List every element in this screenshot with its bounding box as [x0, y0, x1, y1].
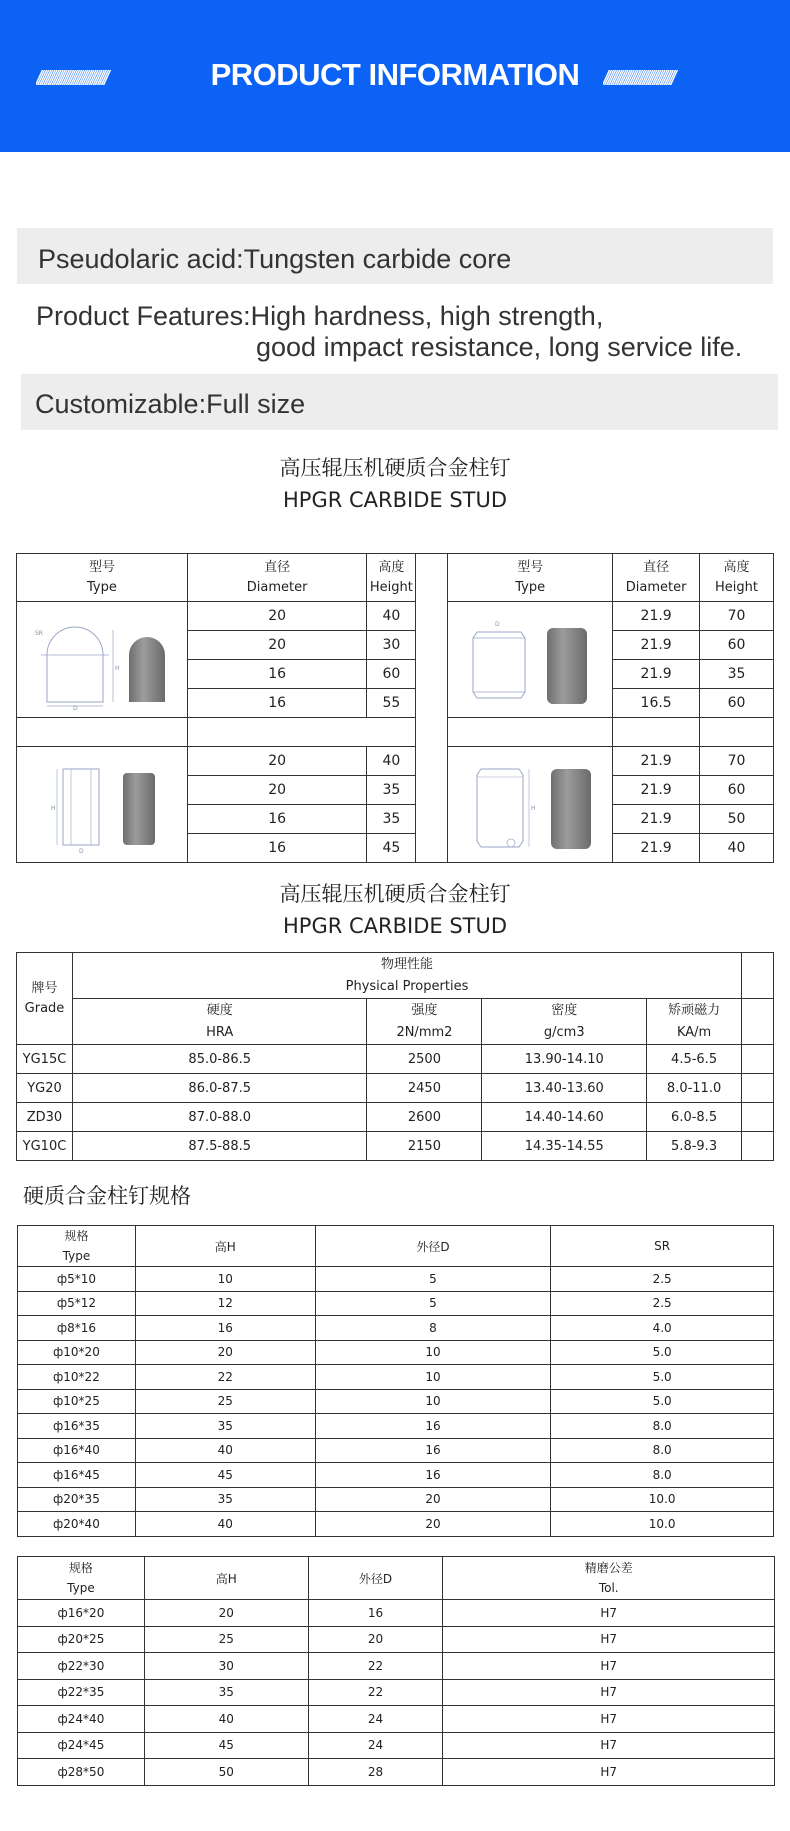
table-cell: 2.5	[551, 1267, 774, 1292]
table-cell: 20	[315, 1487, 551, 1512]
info-features-line2: good impact resistance, long service life.	[256, 332, 743, 362]
header-height-h: 高H	[144, 1557, 308, 1600]
table-row	[18, 1389, 774, 1414]
table-row	[17, 602, 774, 631]
cell-height: 70	[700, 602, 774, 631]
table-cell: 8.0	[551, 1463, 774, 1488]
dome-stud-drawing-icon	[27, 610, 177, 710]
header-type: 规格 Type	[18, 1226, 136, 1267]
table-cell: ф16*20	[18, 1600, 145, 1627]
table-cell: 40	[135, 1438, 315, 1463]
section2-title-cn: 高压辊压机硬质合金柱钉	[279, 882, 511, 906]
cell-height: 50	[700, 805, 774, 834]
svg-text:SR: SR	[34, 629, 43, 637]
table-cell: 10.0	[551, 1512, 774, 1537]
table-cell: 20	[315, 1512, 551, 1537]
table-cell: 35	[135, 1414, 315, 1439]
cell-diameter: 20	[187, 631, 367, 660]
cell-height: 35	[367, 776, 416, 805]
header-type: 型号 Type	[17, 554, 188, 602]
cell-height: 40	[700, 834, 774, 863]
table-cell: ф20*35	[18, 1487, 136, 1512]
svg-text:D: D	[72, 704, 78, 710]
table-spacer-column	[416, 554, 448, 863]
cell-height: 60	[367, 660, 416, 689]
table-cell: H7	[443, 1679, 775, 1706]
table-cell: ф20*40	[18, 1512, 136, 1537]
product-information-banner	[0, 0, 790, 152]
table-cell: ф10*20	[18, 1340, 136, 1365]
cylinder-stud-drawing-icon	[27, 755, 177, 855]
table-cell: ф28*50	[18, 1759, 145, 1786]
table-cell: ф16*35	[18, 1414, 136, 1439]
table-cell: 16	[315, 1414, 551, 1439]
table-cell: 35	[144, 1679, 308, 1706]
header-physical-properties: 物理性能 Physical Properties	[72, 953, 741, 999]
table-cell: 40	[135, 1512, 315, 1537]
header-tolerance: 精磨公差 Tol.	[443, 1557, 775, 1600]
table-cell: 2.5	[551, 1291, 774, 1316]
table-cell: 5.0	[551, 1340, 774, 1365]
table-cell: 16	[315, 1463, 551, 1488]
table-cell: 10	[135, 1267, 315, 1292]
header-type: 规格 Type	[18, 1557, 145, 1600]
table-cell: 8.0	[551, 1438, 774, 1463]
table-row	[18, 1706, 775, 1733]
table-cell: H7	[443, 1732, 775, 1759]
table-cell: 35	[135, 1487, 315, 1512]
table-cell: H7	[443, 1626, 775, 1653]
cell-height: 60	[700, 776, 774, 805]
physical-properties-table	[16, 952, 774, 1161]
table-row	[17, 747, 774, 776]
cell-diameter: 20	[187, 747, 367, 776]
cell-diameter: 16	[187, 834, 367, 863]
header-hardness: 硬度 HRA	[72, 999, 367, 1045]
table-cell: 5	[315, 1267, 551, 1292]
flat-stud-drawing-icon	[455, 755, 605, 855]
table-cell: 12	[135, 1291, 315, 1316]
cell-diameter: 21.9	[613, 805, 700, 834]
header-outer-diameter-d: 外径D	[315, 1226, 551, 1267]
table-cell: 8	[315, 1316, 551, 1341]
table-row: YG10C 87.5-88.5 2150 14.35-14.55 5.8-9.3	[17, 1132, 774, 1161]
table-header-row	[17, 554, 774, 602]
table-cell: 20	[144, 1600, 308, 1627]
table-cell: H7	[443, 1706, 775, 1733]
table-cell: 45	[135, 1463, 315, 1488]
table-row	[18, 1438, 774, 1463]
section2-title	[195, 878, 595, 942]
banner-slashes-left: //////////////////////////////////	[36, 68, 106, 90]
table-cell: 5.0	[551, 1365, 774, 1390]
header-density: 密度 g/cm3	[482, 999, 647, 1045]
table-cell: ф20*25	[18, 1626, 145, 1653]
cell-height: 40	[367, 602, 416, 631]
table-cell: 10	[315, 1365, 551, 1390]
table-cell: 10	[315, 1340, 551, 1365]
table-row	[18, 1291, 774, 1316]
table-row: YG20 86.0-87.5 2450 13.40-13.60 8.0-11.0	[17, 1074, 774, 1103]
cylinder-stud-image	[17, 747, 188, 863]
header-sr: SR	[551, 1226, 774, 1267]
table-row	[18, 1365, 774, 1390]
banner-title: PRODUCT INFORMATION	[210, 57, 580, 92]
table-row	[18, 1759, 775, 1786]
table-cell: 16	[308, 1600, 443, 1627]
table-cell: ф24*40	[18, 1706, 145, 1733]
table-cell: ф5*12	[18, 1291, 136, 1316]
info-material: Pseudolaric acid:Tungsten carbide core	[38, 244, 512, 274]
section1-title-cn: 高压辊压机硬质合金柱钉	[279, 456, 511, 480]
cell-height: 35	[367, 805, 416, 834]
table-cell: H7	[443, 1653, 775, 1680]
table-cell: 25	[144, 1626, 308, 1653]
table-cell: H7	[443, 1759, 775, 1786]
table-row	[18, 1340, 774, 1365]
table-row	[18, 1463, 774, 1488]
section3-title: 硬质合金柱钉规格	[23, 1184, 191, 1208]
header-height-h: 高H	[135, 1226, 315, 1267]
table-row	[18, 1512, 774, 1537]
svg-text:H: H	[114, 664, 120, 672]
table-cell: ф22*30	[18, 1653, 145, 1680]
table-empty-row	[17, 718, 774, 747]
dome-stud-image	[17, 602, 188, 718]
cell-height: 60	[700, 689, 774, 718]
cell-diameter: 21.9	[613, 660, 700, 689]
flat-stud-drawing-icon	[455, 610, 605, 710]
table-cell: ф16*40	[18, 1438, 136, 1463]
cell-diameter: 16	[187, 805, 367, 834]
cell-height: 55	[367, 689, 416, 718]
table-row	[18, 1414, 774, 1439]
stud-spec-tolerance-table	[17, 1556, 775, 1786]
header-strength: 强度 2N/mm2	[367, 999, 482, 1045]
table-cell: ф16*45	[18, 1463, 136, 1488]
cell-height: 35	[700, 660, 774, 689]
cell-height: 45	[367, 834, 416, 863]
table-cell: 22	[308, 1653, 443, 1680]
table-cell: 5.0	[551, 1389, 774, 1414]
table-cell: 30	[144, 1653, 308, 1680]
section2-title-en: HPGR CARBIDE STUD	[282, 914, 508, 938]
table-cell: 22	[135, 1365, 315, 1390]
table-cell: 40	[144, 1706, 308, 1733]
cell-diameter: 16	[187, 660, 367, 689]
table-row	[18, 1679, 775, 1706]
header-outer-diameter-d: 外径D	[308, 1557, 443, 1600]
header-type-right: 型号 Type	[448, 554, 613, 602]
cell-diameter: 21.9	[613, 747, 700, 776]
section1-title	[195, 452, 595, 516]
table-cell: 10.0	[551, 1487, 774, 1512]
table-cell: 24	[308, 1732, 443, 1759]
table-cell: 50	[144, 1759, 308, 1786]
table-cell: 22	[308, 1679, 443, 1706]
table-cell: ф24*45	[18, 1732, 145, 1759]
cell-diameter: 21.9	[613, 631, 700, 660]
table-cell: 4.0	[551, 1316, 774, 1341]
table-cell: ф8*16	[18, 1316, 136, 1341]
header-height: 高度 Height	[367, 554, 416, 602]
header-diameter-right: 直径 Diameter	[613, 554, 700, 602]
cell-height: 30	[367, 631, 416, 660]
table-row	[18, 1626, 775, 1653]
table-cell: ф22*35	[18, 1679, 145, 1706]
svg-text:H: H	[531, 804, 536, 812]
cell-diameter: 20	[187, 602, 367, 631]
table-cell: 8.0	[551, 1414, 774, 1439]
cell-diameter: 21.9	[613, 834, 700, 863]
table-cell: H7	[443, 1600, 775, 1627]
table-row	[18, 1487, 774, 1512]
header-grade: 牌号 Grade	[17, 953, 73, 1045]
cell-diameter: 21.9	[613, 776, 700, 805]
table-row: YG15C 85.0-86.5 2500 13.90-14.10 4.5-6.5	[17, 1045, 774, 1074]
header-diameter: 直径 Diameter	[187, 554, 367, 602]
cell-diameter: 16	[187, 689, 367, 718]
table-cell: ф10*25	[18, 1389, 136, 1414]
header-coercivity: 矫顽磁力 KA/m	[647, 999, 742, 1045]
table-cell: 16	[315, 1438, 551, 1463]
hpgr-stud-dimension-table	[16, 553, 774, 863]
cell-height: 40	[367, 747, 416, 776]
cell-diameter: 16.5	[613, 689, 700, 718]
cell-diameter: 21.9	[613, 602, 700, 631]
table-row	[18, 1267, 774, 1292]
banner-slashes-right: //////////////////////////////////	[603, 68, 673, 90]
table-cell: 5	[315, 1291, 551, 1316]
table-row: ZD30 87.0-88.0 2600 14.40-14.60 6.0-8.5	[17, 1103, 774, 1132]
table-cell: 10	[315, 1389, 551, 1414]
table-cell: ф10*22	[18, 1365, 136, 1390]
flat-stud-image-2	[448, 747, 613, 863]
table-cell: 20	[308, 1626, 443, 1653]
header-height-right: 高度 Height	[700, 554, 774, 602]
table-cell: 28	[308, 1759, 443, 1786]
cell-height: 60	[700, 631, 774, 660]
cell-diameter: 20	[187, 776, 367, 805]
table-row	[18, 1653, 775, 1680]
table-cell: 20	[135, 1340, 315, 1365]
cell-height: 70	[700, 747, 774, 776]
table-row	[18, 1732, 775, 1759]
table-cell: 45	[144, 1732, 308, 1759]
svg-text:H: H	[50, 804, 56, 812]
info-features-line1: Product Features:High hardness, high strength,	[36, 301, 604, 331]
table-cell: 25	[135, 1389, 315, 1414]
flat-stud-image-1	[448, 602, 613, 718]
svg-text:D: D	[495, 620, 500, 628]
svg-text:D: D	[78, 847, 84, 855]
section1-title-en: HPGR CARBIDE STUD	[282, 488, 508, 512]
stud-spec-sr-table	[17, 1225, 774, 1537]
info-customizable: Customizable:Full size	[35, 389, 306, 419]
table-cell: 16	[135, 1316, 315, 1341]
table-row	[18, 1316, 774, 1341]
table-row	[18, 1600, 775, 1627]
table-cell: ф5*10	[18, 1267, 136, 1292]
table-cell: 24	[308, 1706, 443, 1733]
